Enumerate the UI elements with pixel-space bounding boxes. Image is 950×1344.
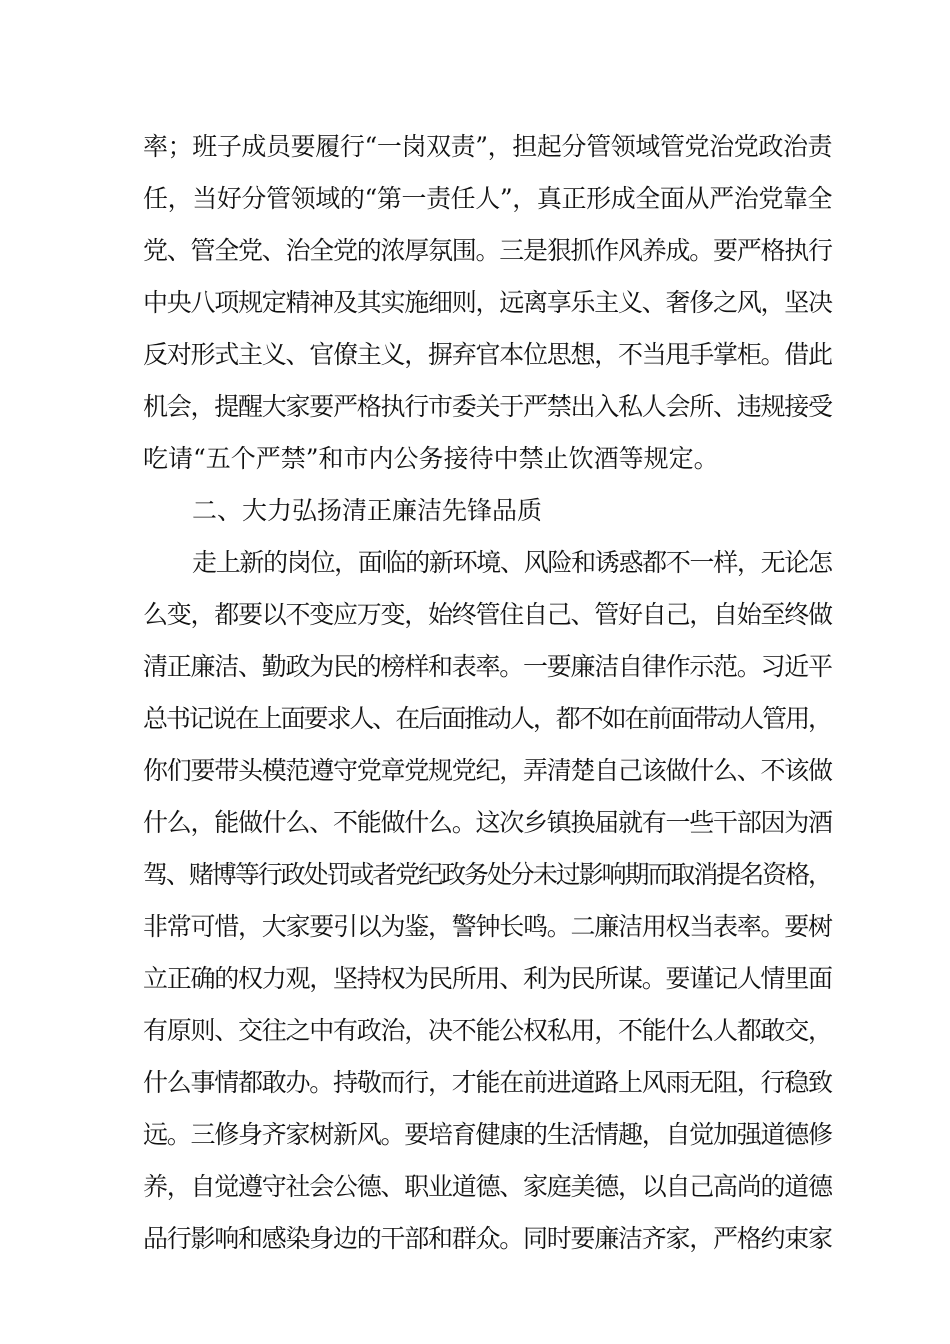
text-line-22: 品行影响和感染身边的干部和群众。同时要廉洁齐家，严格约束家 [143,1224,832,1253]
text-line-13: 你们要带头模范遵守党章党规党纪，弄清楚自己该做什么、不该做 [143,756,832,785]
text-line-2: 任，当好分管领域的“第一责任人”，真正形成全面从严治党靠全 [143,184,833,213]
text-line-5: 反对形式主义、官僚主义，摒弃官本位思想，不当甩手掌柜。借此 [143,340,832,369]
text-line-15: 驾、赌博等行政处罚或者党纪政务处分未过影响期而取消提名资格， [143,860,831,889]
text-line-9: 走上新的岗位，面临的新环境、风险和诱惑都不一样，无论怎 [192,548,832,577]
text-line-19: 什么事情都敢办。持敬而行，才能在前进道路上风雨无阻，行稳致 [143,1068,832,1097]
text-line-20: 远。三修身齐家树新风。要培育健康的生活情趣，自觉加强道德修 [143,1120,832,1149]
text-line-16: 非常可惜，大家要引以为鉴，警钟长鸣。二廉洁用权当表率。要树 [143,912,832,941]
text-line-21: 养，自觉遵守社会公德、职业道德、家庭美德，以自己高尚的道德 [143,1172,832,1201]
text-line-7: 吃请“五个严禁”和市内公务接待中禁止饮酒等规定。 [143,444,719,473]
text-line-10: 么变，都要以不变应万变，始终管住自己、管好自己，自始至终做 [143,600,832,629]
text-line-11: 清正廉洁、勤政为民的榜样和表率。一要廉洁自律作示范。习近平 [143,652,832,681]
text-line-12: 总书记说在上面要求人、在后面推动人，都不如在前面带动人管用， [143,704,831,733]
text-line-6: 机会，提醒大家要严格执行市委关于严禁出入私人会所、违规接受 [143,392,832,421]
text-line-1: 率；班子成员要履行“一岗双责”，担起分管领域管党治党政治责 [143,132,833,161]
text-line-4: 中央八项规定精神及其实施细则，远离享乐主义、奢侈之风，坚决 [143,288,832,317]
text-line-14: 什么，能做什么、不能做什么。这次乡镇换届就有一些干部因为酒 [143,808,832,837]
text-line-17: 立正确的权力观，坚持权为民所用、利为民所谋。要谨记人情里面 [143,964,832,993]
text-line-18: 有原则、交往之中有政治，决不能公权私用，不能什么人都敢交， [143,1016,832,1045]
text-line-3: 党、管全党、治全党的浓厚氛围。三是狠抓作风养成。要严格执行 [143,236,832,265]
section-heading: 二、大力弘扬清正廉洁先锋品质 [192,496,543,525]
